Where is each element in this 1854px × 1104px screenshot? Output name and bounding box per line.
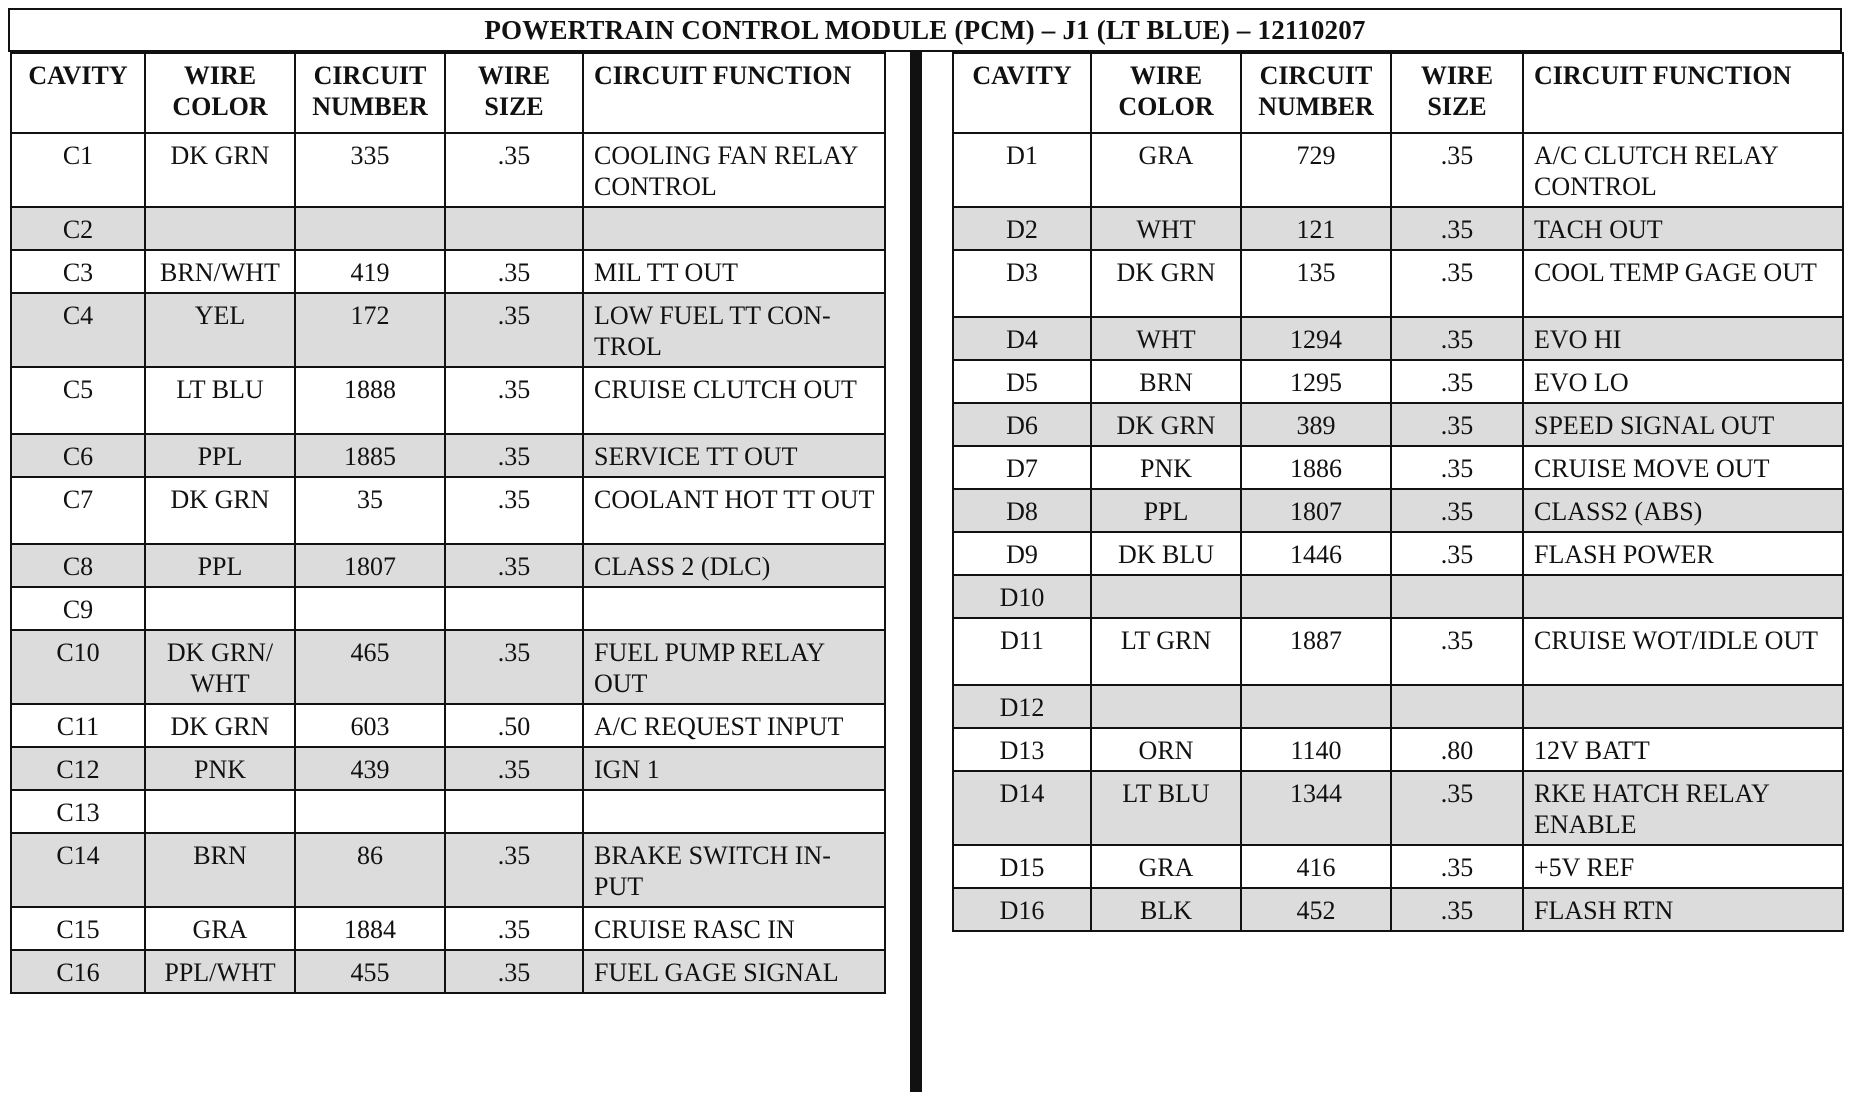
table-row — [11, 544, 885, 587]
wire-size-cell: .50 — [445, 704, 583, 747]
wire-size-cell: .35 — [445, 250, 583, 293]
wire-size-cell: .35 — [445, 544, 583, 587]
table-row — [953, 728, 1843, 771]
wire-color-cell: BRN/WHT — [145, 250, 295, 293]
cavity-cell: D3 — [953, 250, 1091, 317]
wire-color-cell: DK GRN/ WHT — [145, 630, 295, 704]
circuit-number-cell: 1140 — [1241, 728, 1391, 771]
circuit-number-cell: 416 — [1241, 845, 1391, 888]
wire-size-cell: .35 — [445, 133, 583, 207]
wire-color-cell: PPL/WHT — [145, 950, 295, 993]
circuit-function-cell — [1523, 685, 1843, 728]
circuit-function-cell: SERVICE TT OUT — [583, 434, 885, 477]
wire-size-cell: .35 — [1391, 133, 1523, 207]
cavity-cell: C13 — [11, 790, 145, 833]
cavity-cell: C6 — [11, 434, 145, 477]
circuit-function-cell: IGN 1 — [583, 747, 885, 790]
table-row — [953, 250, 1843, 317]
circuit-number-cell: 1884 — [295, 907, 445, 950]
circuit-number-cell: 1807 — [295, 544, 445, 587]
wire-color-cell: PPL — [145, 434, 295, 477]
circuit-number-cell: 1887 — [1241, 618, 1391, 685]
wire-size-cell — [445, 790, 583, 833]
table-row — [953, 360, 1843, 403]
table-row — [11, 950, 885, 993]
circuit-function-cell: FUEL PUMP RELAY OUT — [583, 630, 885, 704]
cavity-cell: C7 — [11, 477, 145, 544]
cavity-cell: D1 — [953, 133, 1091, 207]
table-row — [11, 477, 885, 544]
circuit-function-cell: FLASH RTN — [1523, 888, 1843, 931]
wire-color-cell: WHT — [1091, 207, 1241, 250]
document-title — [8, 8, 1842, 52]
right-header-row — [953, 53, 1843, 133]
cavity-cell: C16 — [11, 950, 145, 993]
circuit-number-cell: 439 — [295, 747, 445, 790]
wire-size-cell: .35 — [1391, 771, 1523, 845]
circuit-function-cell: 12V BATT — [1523, 728, 1843, 771]
table-row — [953, 532, 1843, 575]
cavity-cell: D9 — [953, 532, 1091, 575]
wire-size-cell: .35 — [1391, 532, 1523, 575]
circuit-number-cell: 35 — [295, 477, 445, 544]
cavity-cell: C11 — [11, 704, 145, 747]
cavity-cell: C14 — [11, 833, 145, 907]
circuit-function-cell: CRUISE RASC IN — [583, 907, 885, 950]
circuit-function-cell: CLASS2 (ABS) — [1523, 489, 1843, 532]
circuit-function-cell: RKE HATCH RELAY ENABLE — [1523, 771, 1843, 845]
wire-size-cell: .35 — [1391, 207, 1523, 250]
table-row — [11, 133, 885, 207]
cavity-cell: C12 — [11, 747, 145, 790]
circuit-number-cell — [1241, 575, 1391, 618]
circuit-number-cell: 121 — [1241, 207, 1391, 250]
wire-color-cell: GRA — [1091, 133, 1241, 207]
circuit-number-cell: 455 — [295, 950, 445, 993]
circuit-number-cell: 603 — [295, 704, 445, 747]
wire-size-cell: .35 — [1391, 489, 1523, 532]
cavity-cell: D15 — [953, 845, 1091, 888]
table-row — [11, 250, 885, 293]
wire-size-cell: .35 — [445, 630, 583, 704]
table-row — [11, 747, 885, 790]
table-row — [953, 403, 1843, 446]
circuit-number-cell: 389 — [1241, 403, 1391, 446]
circuit-function-cell: EVO LO — [1523, 360, 1843, 403]
wire-color-cell: LT BLU — [145, 367, 295, 434]
wire-color-cell — [1091, 575, 1241, 618]
wire-color-cell — [145, 207, 295, 250]
table-row — [11, 704, 885, 747]
wire-color-cell: DK GRN — [1091, 250, 1241, 317]
wire-size-cell: .35 — [445, 434, 583, 477]
column-divider — [910, 52, 922, 1092]
cavity-cell: C10 — [11, 630, 145, 704]
wire-color-cell: BLK — [1091, 888, 1241, 931]
cavity-cell: C9 — [11, 587, 145, 630]
wire-size-cell — [445, 587, 583, 630]
wire-size-cell: .35 — [445, 833, 583, 907]
wire-color-cell — [1091, 685, 1241, 728]
circuit-function-cell — [1523, 575, 1843, 618]
circuit-function-cell: LOW FUEL TT CON-TROL — [583, 293, 885, 367]
right-pinout-table — [952, 52, 1844, 932]
cavity-cell: C2 — [11, 207, 145, 250]
circuit-number-cell — [295, 790, 445, 833]
wire-color-cell: GRA — [145, 907, 295, 950]
wire-size-cell — [445, 207, 583, 250]
wire-size-cell: .35 — [445, 950, 583, 993]
wire-size-cell: .35 — [1391, 888, 1523, 931]
table-row — [11, 293, 885, 367]
wire-color-cell: PNK — [1091, 446, 1241, 489]
wire-size-cell: .35 — [1391, 360, 1523, 403]
cavity-cell: D12 — [953, 685, 1091, 728]
wire-color-cell: LT BLU — [1091, 771, 1241, 845]
circuit-function-cell — [583, 790, 885, 833]
table-row — [11, 367, 885, 434]
circuit-function-cell: CRUISE WOT/IDLE OUT — [1523, 618, 1843, 685]
circuit-function-cell: TACH OUT — [1523, 207, 1843, 250]
circuit-function-cell: A/C CLUTCH RELAY CONTROL — [1523, 133, 1843, 207]
circuit-number-cell: 172 — [295, 293, 445, 367]
wire-color-cell: PNK — [145, 747, 295, 790]
header-circuit-number: CIRCUIT NUMBER — [295, 53, 445, 133]
left-header-row — [11, 53, 885, 133]
circuit-function-cell — [583, 207, 885, 250]
cavity-cell: D4 — [953, 317, 1091, 360]
circuit-number-cell: 86 — [295, 833, 445, 907]
wire-color-cell: WHT — [1091, 317, 1241, 360]
circuit-function-cell: FLASH POWER — [1523, 532, 1843, 575]
wire-color-cell: ORN — [1091, 728, 1241, 771]
table-row — [953, 489, 1843, 532]
circuit-number-cell: 1886 — [1241, 446, 1391, 489]
wire-color-cell: BRN — [1091, 360, 1241, 403]
wire-color-cell: GRA — [1091, 845, 1241, 888]
cavity-cell: C1 — [11, 133, 145, 207]
left-pinout-table — [10, 52, 886, 994]
cavity-cell: C4 — [11, 293, 145, 367]
circuit-function-cell — [583, 587, 885, 630]
cavity-cell: C8 — [11, 544, 145, 587]
wire-color-cell — [145, 790, 295, 833]
circuit-number-cell: 1885 — [295, 434, 445, 477]
cavity-cell: C3 — [11, 250, 145, 293]
circuit-function-cell: CLASS 2 (DLC) — [583, 544, 885, 587]
circuit-number-cell: 1446 — [1241, 532, 1391, 575]
wire-size-cell — [1391, 685, 1523, 728]
title-text: POWERTRAIN CONTROL MODULE (PCM) – J1 (LT BLUE) – 12110207 — [484, 14, 1366, 45]
header-wire-color: WIRE COLOR — [145, 53, 295, 133]
cavity-cell: D14 — [953, 771, 1091, 845]
cavity-cell: D8 — [953, 489, 1091, 532]
circuit-number-cell: 1807 — [1241, 489, 1391, 532]
table-row — [11, 434, 885, 477]
header-circuit-function: CIRCUIT FUNCTION — [583, 53, 885, 133]
wire-size-cell: .35 — [1391, 403, 1523, 446]
wire-color-cell: PPL — [145, 544, 295, 587]
header-wire-size: WIRE SIZE — [445, 53, 583, 133]
circuit-number-cell: 452 — [1241, 888, 1391, 931]
circuit-number-cell: 1294 — [1241, 317, 1391, 360]
cavity-cell: D5 — [953, 360, 1091, 403]
table-row — [953, 771, 1843, 845]
circuit-number-cell: 335 — [295, 133, 445, 207]
circuit-function-cell: COOLANT HOT TT OUT — [583, 477, 885, 544]
wire-size-cell: .35 — [1391, 618, 1523, 685]
wire-color-cell — [145, 587, 295, 630]
circuit-function-cell: EVO HI — [1523, 317, 1843, 360]
wire-size-cell: .35 — [445, 367, 583, 434]
table-row — [953, 317, 1843, 360]
wire-size-cell: .35 — [445, 477, 583, 544]
wire-size-cell: .35 — [1391, 317, 1523, 360]
wire-size-cell: .80 — [1391, 728, 1523, 771]
circuit-function-cell: BRAKE SWITCH IN-PUT — [583, 833, 885, 907]
wire-color-cell: DK GRN — [145, 477, 295, 544]
cavity-cell: D2 — [953, 207, 1091, 250]
circuit-function-cell: FUEL GAGE SIGNAL — [583, 950, 885, 993]
cavity-cell: D6 — [953, 403, 1091, 446]
wire-color-cell: DK GRN — [145, 133, 295, 207]
table-row — [953, 446, 1843, 489]
wire-size-cell: .35 — [1391, 250, 1523, 317]
cavity-cell: D11 — [953, 618, 1091, 685]
table-row — [11, 907, 885, 950]
table-row — [11, 630, 885, 704]
wire-size-cell: .35 — [1391, 845, 1523, 888]
circuit-function-cell: MIL TT OUT — [583, 250, 885, 293]
wire-size-cell: .35 — [445, 293, 583, 367]
cavity-cell: D16 — [953, 888, 1091, 931]
wire-size-cell: .35 — [445, 747, 583, 790]
circuit-function-cell: A/C REQUEST INPUT — [583, 704, 885, 747]
header-wire-size: WIRE SIZE — [1391, 53, 1523, 133]
header-cavity: CAVITY — [953, 53, 1091, 133]
wire-size-cell: .35 — [1391, 446, 1523, 489]
circuit-number-cell — [1241, 685, 1391, 728]
header-circuit-number: CIRCUIT NUMBER — [1241, 53, 1391, 133]
circuit-number-cell: 1344 — [1241, 771, 1391, 845]
table-row — [953, 133, 1843, 207]
circuit-number-cell — [295, 587, 445, 630]
wire-color-cell: DK GRN — [1091, 403, 1241, 446]
table-row — [953, 575, 1843, 618]
cavity-cell: C15 — [11, 907, 145, 950]
table-row — [11, 833, 885, 907]
circuit-function-cell: +5V REF — [1523, 845, 1843, 888]
table-row — [953, 888, 1843, 931]
header-wire-color: WIRE COLOR — [1091, 53, 1241, 133]
cavity-cell: D13 — [953, 728, 1091, 771]
circuit-function-cell: COOLING FAN RELAY CONTROL — [583, 133, 885, 207]
circuit-function-cell: COOL TEMP GAGE OUT — [1523, 250, 1843, 317]
header-cavity: CAVITY — [11, 53, 145, 133]
wire-color-cell: BRN — [145, 833, 295, 907]
wire-size-cell — [1391, 575, 1523, 618]
circuit-number-cell: 1295 — [1241, 360, 1391, 403]
circuit-function-cell: SPEED SIGNAL OUT — [1523, 403, 1843, 446]
circuit-number-cell: 1888 — [295, 367, 445, 434]
wire-color-cell: LT GRN — [1091, 618, 1241, 685]
circuit-function-cell: CRUISE MOVE OUT — [1523, 446, 1843, 489]
table-row — [11, 587, 885, 630]
header-circuit-function: CIRCUIT FUNCTION — [1523, 53, 1843, 133]
wire-color-cell: YEL — [145, 293, 295, 367]
wire-color-cell: DK GRN — [145, 704, 295, 747]
table-row — [11, 790, 885, 833]
wire-size-cell: .35 — [445, 907, 583, 950]
circuit-number-cell: 419 — [295, 250, 445, 293]
table-row — [953, 618, 1843, 685]
cavity-cell: D10 — [953, 575, 1091, 618]
circuit-function-cell: CRUISE CLUTCH OUT — [583, 367, 885, 434]
circuit-number-cell: 135 — [1241, 250, 1391, 317]
table-row — [953, 685, 1843, 728]
cavity-cell: D7 — [953, 446, 1091, 489]
cavity-cell: C5 — [11, 367, 145, 434]
table-row — [11, 207, 885, 250]
circuit-number-cell: 729 — [1241, 133, 1391, 207]
table-row — [953, 207, 1843, 250]
table-row — [953, 845, 1843, 888]
wire-color-cell: PPL — [1091, 489, 1241, 532]
circuit-number-cell: 465 — [295, 630, 445, 704]
wire-color-cell: DK BLU — [1091, 532, 1241, 575]
circuit-number-cell — [295, 207, 445, 250]
